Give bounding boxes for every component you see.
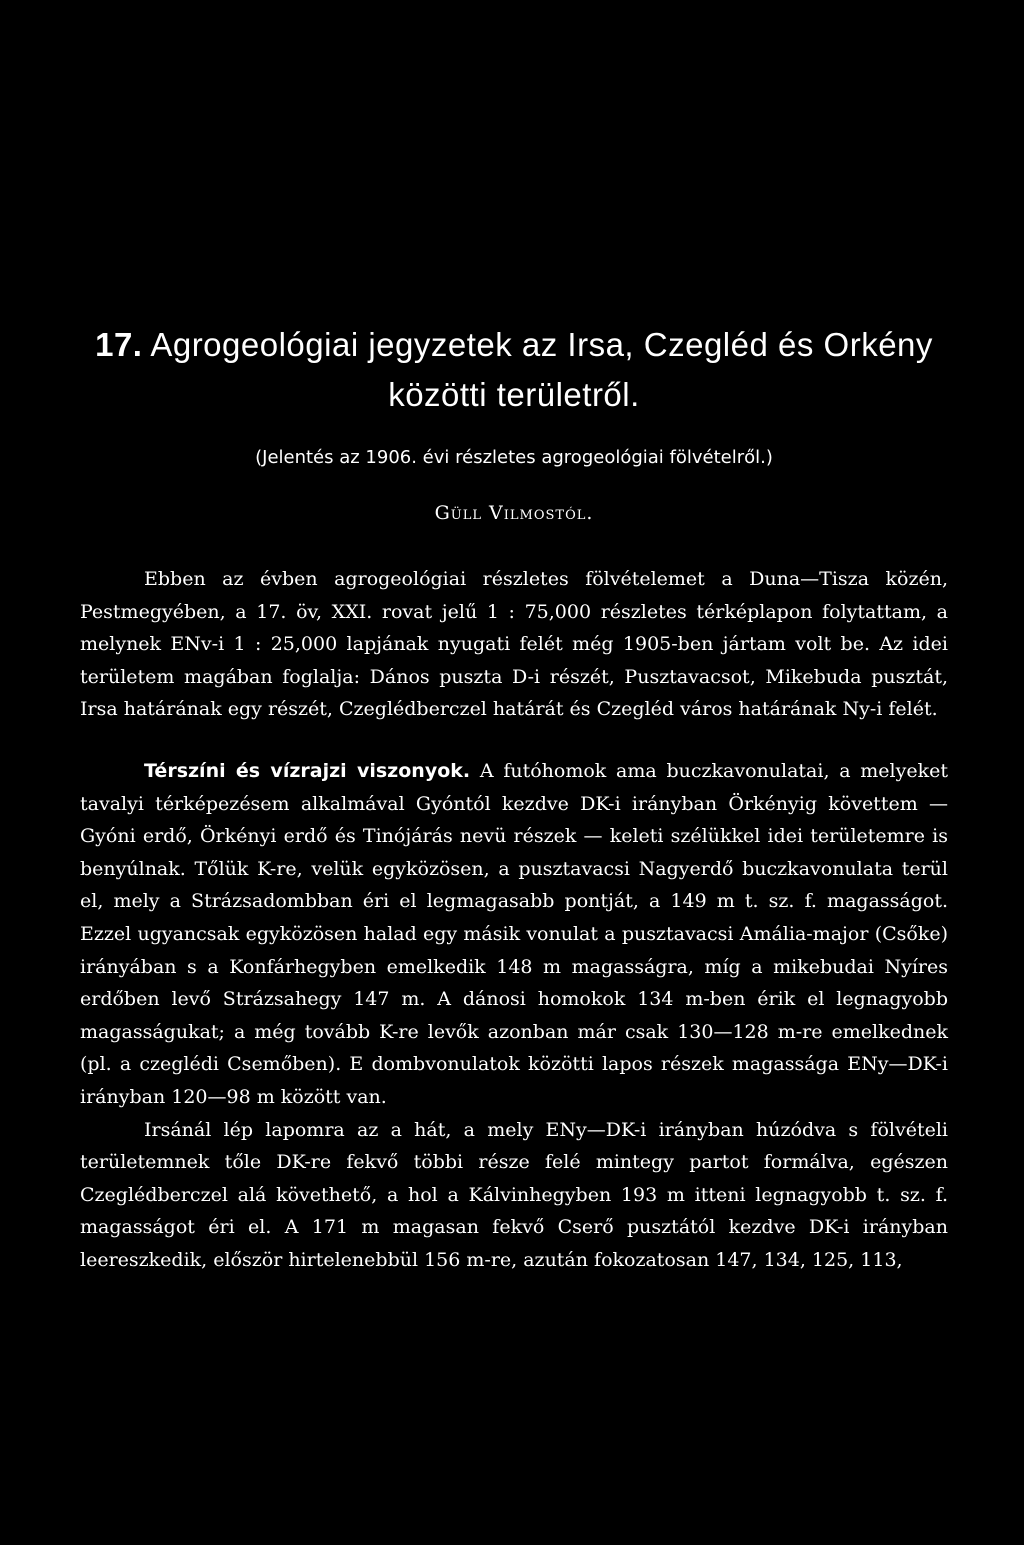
chapter-title-line1: Agrogeológiai jegyzetek az Irsa, Czegléd és Orkény bbox=[150, 326, 933, 363]
paragraph-intro: Ebben az évben agrogeológiai részletes fölvételemet a Duna—Tisza közén, Pestmegyében, a 17. öv, XXI. rovat jelű 1 : 75,000 részletes térképlapon folytattam, a melynek ENv-i 1 : 25,000 lapjának nyugati felét még 1905-ben jártam volt be. Az idei területem magában foglalja: Dános puszta D-i részét, Pusztavacsot, Mikebuda pusztát, Irsa határának egy részét, Czeglédberczel határát és Czegléd város határának Ny-i felét. bbox=[80, 568, 948, 721]
paragraph-terrain bbox=[80, 755, 948, 1114]
chapter-title bbox=[80, 320, 948, 420]
section-heading-terrain: Térszíni és vízrajzi viszonyok. bbox=[144, 759, 471, 782]
author-byline: Güll Vilmostól. bbox=[434, 502, 594, 524]
paragraph-terrain-text: A futóhomok ama buczkavonulatai, a melyeket tavalyi térképezésem alkalmával Gyóntól kezdve DK-i irányban Örkényig követtem — Gyóni erdő, Örkényi erdő és Tinójárás nevü részek — keleti szélükkel idei területemre is benyúlnak. Tőlük K-re, velük egyközösen, a pusztavacsi Nagyerdő buczkavonulata terül el, mely a Strázsadombban éri el legmagasabb pontját, a 149 m t. sz. f. magasságot. Ezzel ugyancsak egyközösen halad egy másik vonulat a pusztavacsi Amália-major (Csőke) irányában s a Konfárhegyben emelkedik 148 m magasságra, míg a mikebudai Nyíres erdőben levő Strázsahegy 147 m. A dánosi homokok 134 m-ben érik el legnagyobb magasságukat; a még tovább K-re levők azonban már csak 130—128 m-re emelkednek (pl. a czeglédi Csemőben). E dombvonulatok közötti lapos részek magassága ENy—DK-i irányban 120—98 m között van. bbox=[80, 759, 948, 1108]
paragraph-irsa: Irsánál lép lapomra az a hát, a mely ENy—DK-i irányban húzódva s fölvételi területemnek tőle DK-re fekvő többi része felé mintegy partot formálva, egészen Czeglédberczel alá követhető, a hol a Kálvinhegyben 193 m itteni legnagyobb t. sz. f. magasságot éri el. A 171 m magasan fekvő Cserő pusztától kezdve DK-i irányban leereszkedik, először hirtelenebbül 156 m-re, azután fokozatosan 147, 134, 125, 113, bbox=[80, 1118, 948, 1271]
report-subtitle: (Jelentés az 1906. évi részletes agrogeológiai fölvételről.) bbox=[255, 447, 773, 468]
document-page bbox=[80, 320, 948, 1276]
chapter-number: 17. bbox=[95, 326, 143, 363]
chapter-title-line2: közötti területről. bbox=[388, 376, 640, 413]
